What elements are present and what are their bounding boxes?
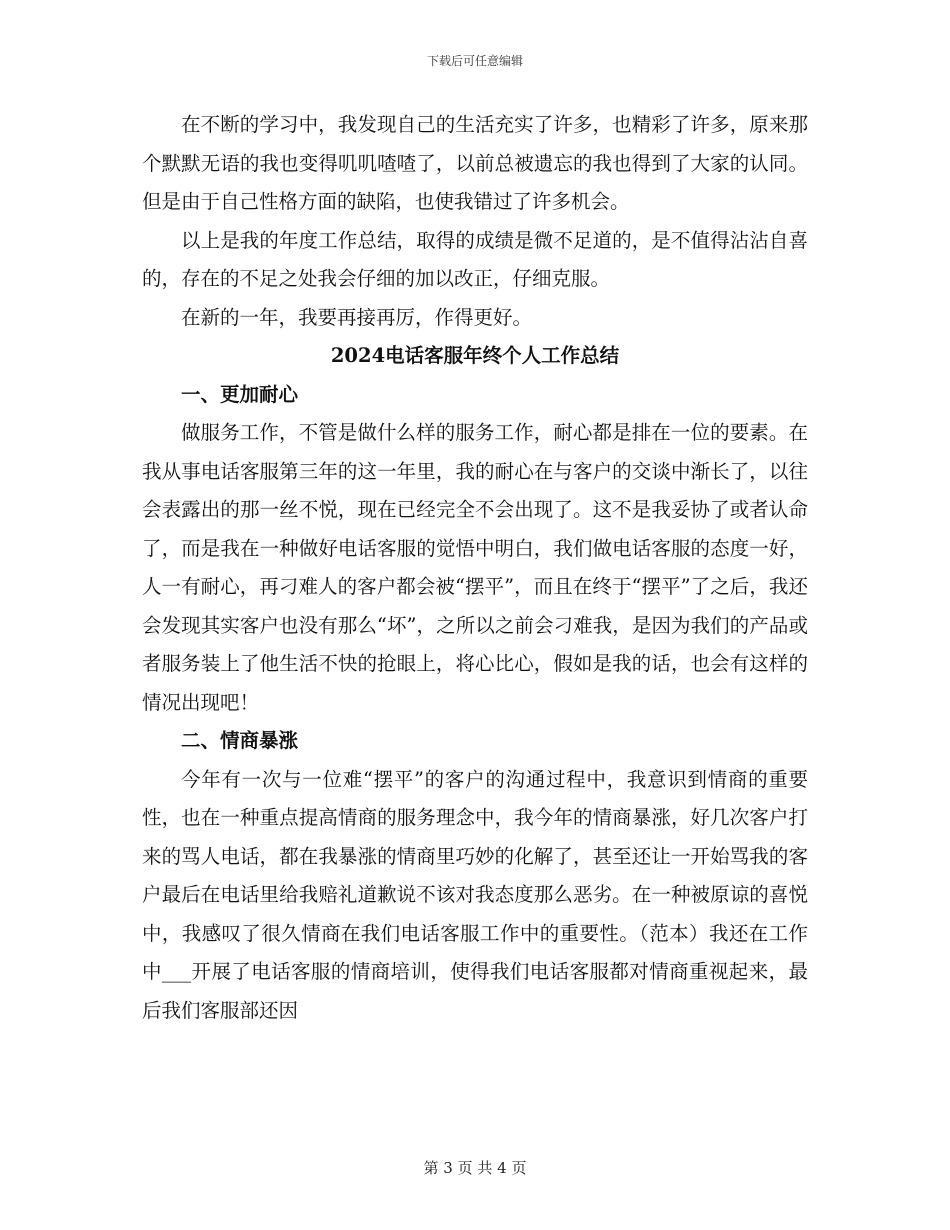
page-footer: 第 3 页 共 4 页 xyxy=(423,1159,527,1177)
paragraph-new-year: 在新的一年，我要再接再厉，作得更好。 xyxy=(181,305,533,329)
paragraph-patience: 做服务工作，不管是做什么样的服务工作，耐心都是排在一位的要素。在我从事电话客服第三年的这一年里，我的耐心在与客户的交谈中渐长了，以往会表露出的那一丝不悦，现在已经完全不会出现了。这不是我妥协了或者认命了，而是我在一种做好电话客服的觉悟中明白，我们做电话客服的态度一好，人一有耐心，再刁难人的客户都会被“摆平”，而且在终于“摆平”了之后，我还会发现其实客户也没有那么“坏”，之所以之前会刁难我，是因为我们的产品或者服务装上了他生活不快的抢眼上，将心比心，假如是我的话，也会有这样的情况出现吧！ xyxy=(142,421,808,714)
paragraph-eq: 今年有一次与一位难“摆平”的客户的沟通过程中，我意识到情商的重要性，也在一种重点提高情商的服务理念中，我今年的情商暴涨，好几次客户打来的骂人电话，都在我暴涨的情商里巧妙的化解了，甚至还让一开始骂我的客户最后在电话里给我赔礼道歉说不该对我态度那么恶劣。在一种被原谅的喜悦中，我感叹了很久情商在我们电话客服工作中的重要性。（范本）我还在工作中___开展了电话客服的情商培训，使得我们电话客服都对情商重视起来，最后我们客服部还因 xyxy=(142,767,808,1022)
document-title: 2024电话客服年终个人工作总结 xyxy=(330,344,620,367)
paragraph-learning: 在不断的学习中，我发现自己的生活充实了许多，也精彩了许多，原来那个默默无语的我也变得叽叽喳喳了，以前总被遗忘的我也得到了大家的认同。但是由于自己性格方面的缺陷，也使我错过了许多机会。 xyxy=(142,113,808,213)
page-header: 下载后可任意编辑 xyxy=(426,54,523,68)
section-heading-patience: 一、更加耐心 xyxy=(181,382,299,406)
section-heading-eq: 二、情商暴涨 xyxy=(181,729,299,752)
document-body xyxy=(142,106,808,1030)
paragraph-summary: 以上是我的年度工作总结，取得的成绩是微不足道的，是不值得沾沾自喜的，存在的不足之处我会仔细的加以改正，仔细克服。 xyxy=(142,228,808,290)
